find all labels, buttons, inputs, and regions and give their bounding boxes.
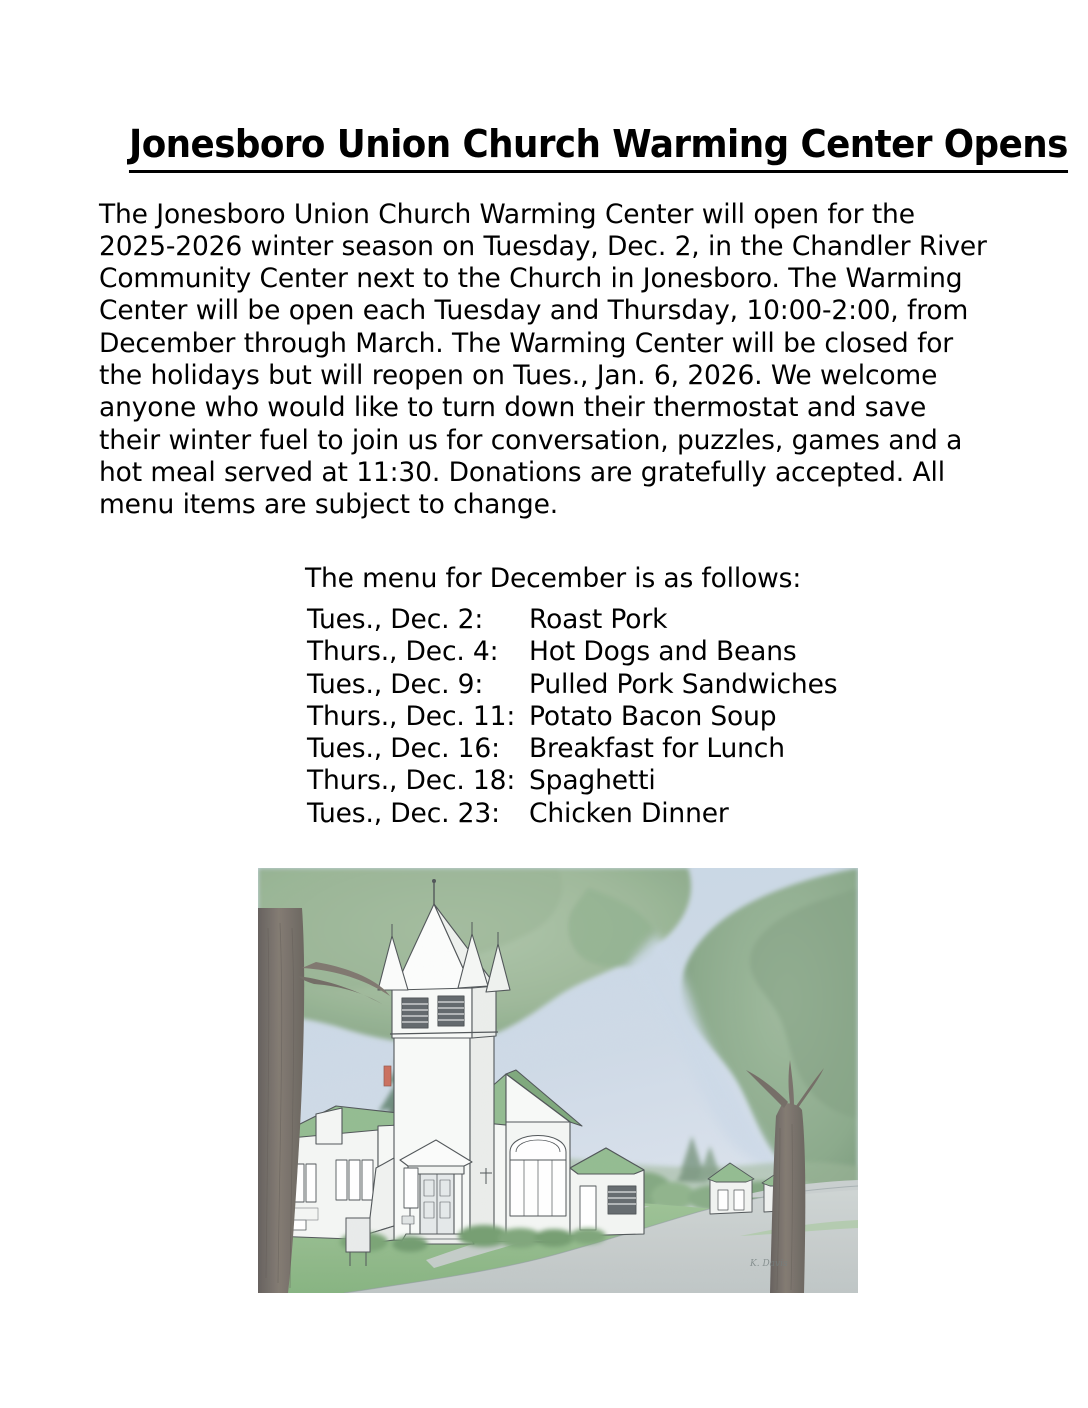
menu-meal: Chicken Dinner xyxy=(529,797,729,829)
menu-intro-line: The menu for December is as follows: xyxy=(305,562,802,594)
menu-date: Thurs., Dec. 11: xyxy=(307,700,516,732)
menu-meal: Hot Dogs and Beans xyxy=(529,636,797,668)
page-title xyxy=(99,121,1068,173)
artist-signature: K. Davis xyxy=(750,1259,788,1269)
menu-row xyxy=(307,636,837,668)
menu-meal: Breakfast for Lunch xyxy=(529,733,785,765)
menu-row xyxy=(307,701,837,733)
menu-row xyxy=(307,669,837,701)
page-title-text: Jonesboro Union Church Warming Center Opens xyxy=(129,121,1068,173)
menu-meal: Potato Bacon Soup xyxy=(529,700,777,732)
menu-list xyxy=(307,604,837,830)
menu-row xyxy=(307,765,837,797)
menu-date: Tues., Dec. 9: xyxy=(307,668,484,700)
menu-row xyxy=(307,604,837,636)
church-illustration xyxy=(258,868,858,1293)
menu-date: Thurs., Dec. 4: xyxy=(307,636,499,668)
body-paragraph: The Jonesboro Union Church Warming Center will open for the 2025-2026 winter season on Tuesday, Dec. 2, in the Chandler River Community Center next to the Church in Jonesboro. The Warming Center will be open each Tuesday and Thursday, 10:00-2:00, from December through March. The Warming Center will be closed for the holidays but will reopen on Tues., Jan. 6, 2026. We welcome anyone who would like to turn down their thermostat and save their winter fuel to join us for conversation, puzzles, games and a hot meal served at 11:30. Donations are gratefully accepted. All menu items are subject to change. xyxy=(99,198,987,521)
menu-row xyxy=(307,733,837,765)
menu-date: Tues., Dec. 23: xyxy=(307,797,500,829)
menu-meal: Roast Pork xyxy=(529,604,668,635)
menu-date: Tues., Dec. 2: xyxy=(307,604,484,635)
menu-meal: Spaghetti xyxy=(529,765,656,797)
menu-row xyxy=(307,798,837,830)
menu-meal: Pulled Pork Sandwiches xyxy=(529,668,838,700)
menu-date: Tues., Dec. 16: xyxy=(307,733,500,765)
menu-date: Thurs., Dec. 18: xyxy=(307,765,516,797)
